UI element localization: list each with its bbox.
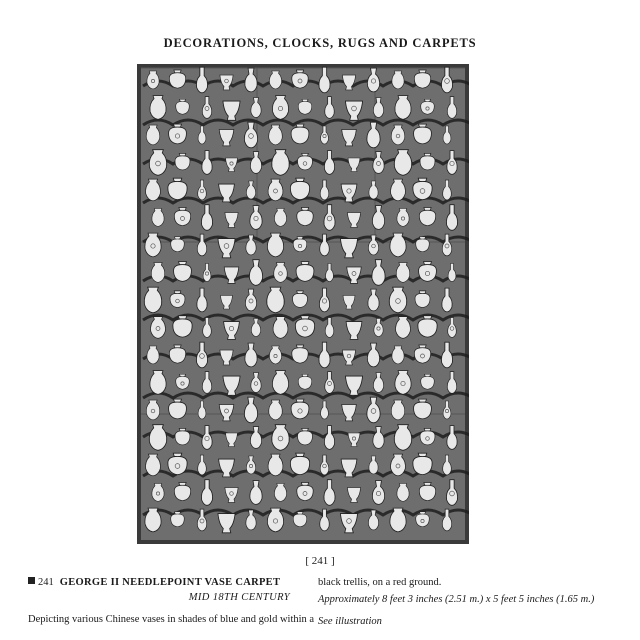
entry-continuation <box>318 575 618 629</box>
plate-number: [ 241 ] <box>305 555 335 567</box>
lot-date: MID 18TH CENTURY <box>188 592 290 603</box>
carpet-image <box>137 64 469 544</box>
carpet-illustration <box>137 64 469 544</box>
lot-number: 241 <box>38 577 54 588</box>
bullet-marker <box>28 577 35 584</box>
description-continuation: black trellis, on a red ground. <box>318 577 442 588</box>
lot-description: Depicting various Chinese vases in shades of blue and gold within a <box>28 614 315 625</box>
catalogue-entry <box>28 575 318 627</box>
see-illustration-note: See illustration <box>318 616 382 627</box>
lot-title: GEORGE II NEEDLEPOINT VASE CARPET <box>59 577 281 588</box>
lot-dimensions: Approximately 8 feet 3 inches (2.51 m.) x 5 feet 5 inches (1.65 m.) <box>318 594 595 605</box>
running-head: DECORATIONS, CLOCKS, RUGS AND CARPETS <box>163 36 477 50</box>
